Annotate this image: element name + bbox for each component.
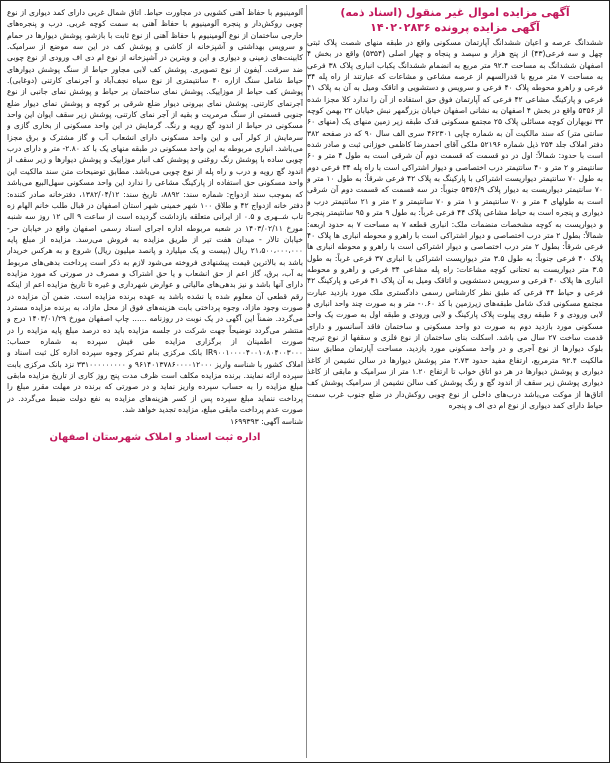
notice-left-column [7,5,303,758]
notice-title: آگهی مزایده اموال غیر منقول (اسناد ذمه) [340,6,570,19]
property-description: ششدانگ عرصه و اعیان ششدانگ آپارتمان مسکونی واقع در طبقه منهای شصت پلاک ثبتی چهل و سه فرعی(۴۳) از پنج هزار و سیصد و پنجاه و چهار اصلی (۵۳۵۴) واقع در بخش ۴ اصفهان ششدانگ به مساحت ۹۲.۴ متر مربع به انضمام ششدانگ یکباب انباری پلاک ۳۸ فرعی به مساحت ۷ متر مربع با قدرالسهم از عرصه مشاعی و مشاعات که عبارتند از راه پله ۳۴ فرعی و راهرو محوطه پلاک ۴۰ فرعی و سرویس و دستشویی و اتاقک ومیل به آن به پلاک ۴۱ فرعی و پارکینگ مشاعی ۴۲ فرعی که آپارتمان فوق حق استفاده از آن را ندارد کلا مجزا شده از ۵۳۵۶ واقع در بخش ۴ اصفهان به نشانی اصفهان خیابان بزرگمهر نبش خیابان ۲۲ بهمن کوچه ۳۳ نوبهاران کوچه مسائلی پلاک ۲۵ مجتمع مسکونی قدک طبقه زیر زمین منهای یک (منهای ۶۰ سانتی متر) که سند مالکیت آن به شماره چاپی ۴۶۲۳۰۱ سری الف سال ۹۰ که در صفحه ۳۸۲ دفتر املاک جلد ۲۵۴ ذیل شماره ۵۲۱۹۶ ملکی آقای احمدرضا کاظمی خوزانی ثبت و صادر شده است با حدود: شمالاً: اول در دو قسمت که قسمت دوم آن شرقی است به طول ۴ متر و ۶۰ سانتیمتر و ۲ متر و ۴۰ سانتیمتر درب اختصاصی و دیوار اشتراکی است با راه پله ۳۴ فرعی دوم به طول ۷۰ سانتیمتر دیواریست اشتراکی با پارکینگ به پلاک ۴۲ فرعی شرقاً: به طول ۱۰ متر و ۷۰ سانتیمتر دیواریست به دیوار پلاک ۵۳۵۶/۹ جنوباً: در سه قسمت که قسمت دوم آن شرقی است به طولهای ۴ متر و ۷۰ سانتیمتر و ۱ متر و ۷۰ سانتیمتر و ۲ متر و ۲۱ سانتیمتر درب و دیواری و پنجره است به حیاط مشاعی پلاک ۴۴ فرعی غرباً: به طول ۹ متر و ۹۵ سانتیمتر پنجره و دیواریست به کوچه مشخصات منضمات ملک: انباری قطعه ۷ به مساحت ۷ به حدود اربعه: شمالاً: بطول ۲ متر درب اختصاصی و دیوار اشتراکی است با راهرو و محوطه انباری ها پلاک ۴۰ فرعی شرقاً: بطول ۲ متر درب اختصاصی و دیوار اشتراکی است با راهرو و محوطه انباری ها پلاک ۴۰ فرعی جنوباً: به طول ۳.۵ متر دیواریست اشتراکی با انباری ۳۷ فرعی غرباً: به طول ۳.۵ متر دیواریست به تحتانی کوچه مشاعات: راه پله مشاعی ۳۴ فرعی و راهرو و محوطه انباری ها پلاک ۴۰ فرعی و سرویس دستشویی و اتاقک ومیل به آن پلاک ۴۱ فرعی و پارکینگ ۴۲ فرعی و حیاط ۴۴ فرعی که طبق نظر کارشناس رسمی دادگستری ملک مورد بازدید عبارت مجتمع مسکونی قدک شامل طبقه‌های زیرزمین با کد ۰.۶۰- متر و به صورت چند واحد انباری و لابی ورودی و ۶ طبقه روی پیلوت پلاک پارکینگ و لابی ورودی و طبقه اول به صورت یک واحد مسکونی مورد بازدید دوم به صورت دو واحد مسکونی و ساختمان فاقد آسانسور و دارای قدمت ساخت ۲۷ سال می باشد. اسکلت بنای ساختمان از نوع فلزی و سقفها از نوع تیرچه بلوک دیوارها از نوع آجری و در واحد مسکونی مورد بازدید، مساحت آپارتمان مطابق سند مالکیت ۹۲.۴ مترمربع، ارتفاع مفید حدود ۲.۷۳ متر پوشش دیوارها در سالن نشیمن از کاغذ دیواری و پوشش دیوارها در هر دو اتاق خواب تا ارتفاع ۱.۲۰ متر از سرامیک و مابقی از کاغذ دیواری پوشش زیر سقف از اندود گچ و رنگ پوشش کف سالن نشیمن از سرامیک پوشش کف اتاق‌ها از موکت می‌باشد درب‌های داخلی از نوع چوبی روکش‌دار در ضلع جنوب غرب سمت حیاط دارای کمد دیواری از نوع ام دی اف و پنجره [307,38,603,410]
issuing-office: اداره ثبت اسناد و املاک شهرستان اصفهان [49,431,261,443]
auction-terms: آلومینیوم با حفاظ آهنی کشویی در مجاورت حیاط. اتاق شمال غربی دارای کمد دیواری از نوع چوبی روکش‌دار و پنجره آلومینیوم با حفاظ آهنی به سمت کوچه غربی. درب و پنجره‌های خارجی ساختمان از نوع آلومینیوم با حفاظ آهنی از نوع ثابت با بازشو، پوشش دیوارها در حمام و سرویس بهداشتی و آشپزخانه از کاشی و پوشش کف در این سه موضع از سرامیک. کابینت‌های زمینی و دیواری و این و ویترین در آشپزخانه از نوع ام دی اف ورودی از نوع چوبی ضد سرقت. آیفون از نوع تصویری. پوشش کف لابی مجاور حیاط از سنگ پوشش دیوارهای حیاط شامل سنگ ازاره ۴۰ سانتیمتری از نوع سیاه نجف‌آباد و آجرنمای کارتنی (دوغابی). پوشش کف حیاط از موزاییک. پوشش نمای ساختمان بر حیاط و پوشش نمای جانبی از نوع آجرنمای کارتنی. پوشش نمای بیرونی دیوار ضلع شرقی بر کوچه و پوشش نمای دیوار ضلع جنوبی قسمتی از سنگ مرمریت و بقیه از آجر نمای کارتنی، پوشش زیر سقف ایوان این واحد مسکونی در حیاط از اندود گچ رویه و رنگ. گرمایش در این واحد مسکونی از بخاری گازی و سرمایش از کولر آبی و این واحد مسکونی دارای انشعاب آب و گاز مشترک و برق مجزا می‌باشد. انباری مربوطه به این واحد مسکونی در طبقه منهای یک با کد ۲.۸۰- متر و دارای درب چوبی ساده با پوشش رنگ روغنی و پوشش کف انبار موزاییک و پوشش دیوارها و زیر سقف از اندود گچ رویه و درب و راه پله از نوع چوبی می‌باشد. مطابق توضیحات متن سند مالکیت این واحد مسکونی حق استفاده از پارکینگ مشاعی را ندارد این واحد مسکونی سهل‌البیع می‌باشد که بموجب سند ازدواج: شماره سند: ۸۸۹۲، تاریخ سند: ۱۳۸۲/۰۴/۱۲، دفترخانه صادر کننده: دفتر خانه ازدواج ۴۲ و طلاق ۱۰۰ شهر خمینی شهر استان اصفهان در قبال طلب خانم الهام زه تاب شــهری و ۰.۵ از ایرانی متعلقه بازداشت گردیده است از ساعت ۹ الی ۱۲ روز سه شنبه مورخ ۱۴۰۳/۰۲/۱۱ در شعبه مربوطه اداره اجرای اسناد رسمی اصفهان واقع در خیابان حر- خیابان تالار - میدان هفت تیر از طریق مزایده به فروش می‌رسد. مزایده از مبلغ پایه ۲۱،۵۰۰،۰۰۰،۰۰۰ ریال (بیست و یک میلیارد و پانصد میلیون ریال) شروع و به هرکس خریدار باشد به بالاترین قیمت پیشنهادی فروخته می‌شود لازم به ذکر است پرداخت بدهی‌های مربوط به آب، برق، گاز اعم از حق انشعاب و یا حق اشتراک و مصرف در صورتی که مورد مزایده دارای آنها باشد و نیز بدهی‌های مالیاتی و عوارض شهرداری و غیره تا تاریخ مزایده اعم از اینکه رقم قطعی آن معلوم شده یا نشده باشد به عهده برنده مزایده است. ضمن آن مزایده در صورت وجود مازاد، وجوه پرداختی بابت هزینه‌های فوق از محل مازاد، به برنده مزایده مسترد می‌گردد. ضمناً این آگهی در یک نوبت در روزنامه ...... چاپ اصفهان مورخ ۱۴۰۳/۰۱/۲۹ درج و منتشر می‌گردد توضیحاً جهت شرکت در جلسه مزایده باید ده درصد مبلغ پایه مزایده را در صورت اطمینان از برگزاری مزایده طی فیش سپرده به شماره حساب: IR۹۰۰۱۰۰۰۰۴۰۰۱۰۸۰۴۰۰۳۰۰۰ بانک مرکزی بنام تمرکز وجوه سپرده اداره کل ثبت اسناد و املاک کشور با شناسه واریز ۹۶۱۴۰۱۳۷۸۶۰۰۰۰۱۲۰۰۰ و ۳۳۱۰۰۰۰۰۰۰۰۰ نزد بانک مرکزی بابت سپرده ارائه نمایند. برنده مزایده مکلف است ظرف مدت پنج روز کاری از تاریخ مزایده مابقی مبلغ مزایده را به حساب سپرده واریز نماید و در صورتی که برنده در مهلت مقرر مبلغ را پرداخت ننماید مبلغ سپرده پس از کسر هزینه‌های مزایده به نفع دولت ضبط می‌گردد. در صورت عدم پرداخت مابقی مبلغ، مزایده تجدید خواهد شد. [7,8,303,415]
notice-right-column [307,5,603,758]
column-divider [306,5,307,758]
notice-id: شناسه آگهی: ۱۶۹۹۳۹۳ [230,417,303,427]
notice-case-title: آگهی مزایده پرونده ۱۴۰۲۰۲۸۳۶ [370,21,540,34]
